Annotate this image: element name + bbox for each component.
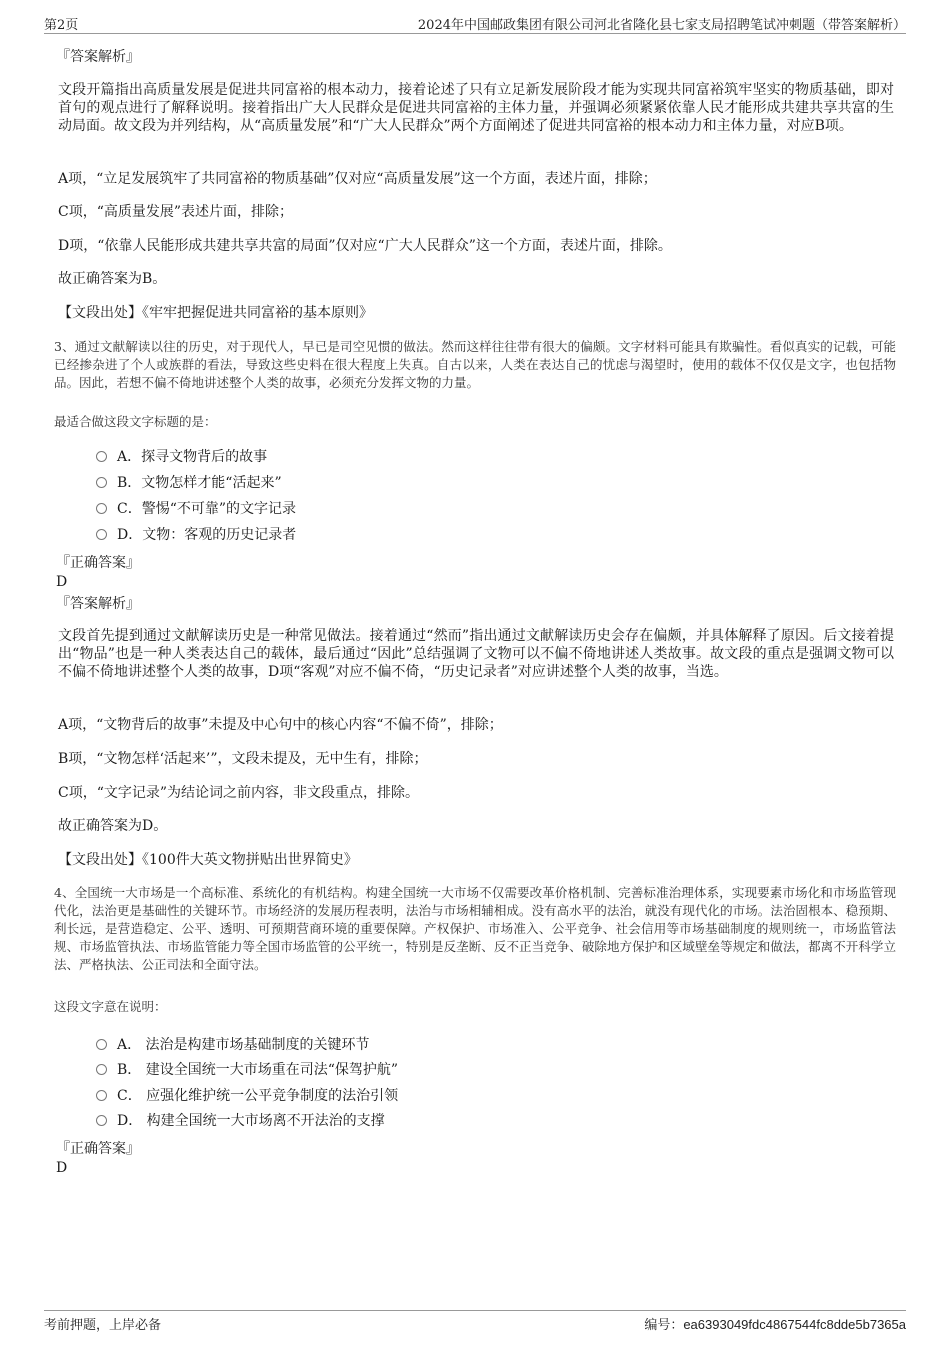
option-label: A． 法治是构建市场基础制度的关键环节: [117, 1037, 370, 1053]
option-label: B． 建设全国统一大市场重在司法“保驾护航”: [117, 1062, 399, 1078]
radio-icon[interactable]: [96, 1090, 107, 1101]
q4-option-c[interactable]: [96, 1087, 398, 1105]
option-label: D． 构建全国统一大市场离不开法治的支撑: [117, 1113, 385, 1129]
q3-option-c[interactable]: [96, 500, 296, 518]
option-label: A．探寻文物背后的故事: [117, 449, 268, 465]
q4-option-d[interactable]: [96, 1112, 385, 1130]
document-title: 2024年中国邮政集团有限公司河北省隆化县七家支局招聘笔试冲刺题（带答案解析）: [417, 18, 906, 33]
radio-icon[interactable]: [96, 1039, 107, 1050]
q3-option-d[interactable]: [96, 526, 296, 544]
source-line: [58, 851, 358, 869]
correct-answer-value: D: [56, 1160, 68, 1176]
conclusion: 故正确答案为B。: [58, 271, 167, 287]
source-label: 【文段出处】: [58, 852, 142, 868]
radio-icon[interactable]: [96, 1064, 107, 1075]
question-3-prompt: 最适合做这段文字标题的是：: [54, 414, 217, 429]
option-label: B．文物怎样才能“活起来”: [117, 475, 282, 491]
question-4-prompt: 这段文字意在说明：: [54, 999, 167, 1014]
question-4-stem: 4、全国统一大市场是一个高标准、系统化的有机结构。构建全国统一大市场不仅需要改革价格机制、完善标准治理体系，实现要素市场化和市场监管现代化，法治更是基础性的关键环节。市场经济的发展历程表明，法治与市场相辅相成。没有高水平的法治，就没有现代化的市场。法治固根本、稳预期、利长远，是营造稳定、公平、透明、可预期营商环境的重要保障。产权保护、市场准入、公平竞争、社会信用等市场基础制度的规则统一，市场监管法规、市场监管执法、市场监管能力等全国市场监管的公平统一，特别是反垄断、反不正当竞争、破除地方保护和区域壁垒等规定和做法，都离不开科学立法、严格执法、公正司法和全面守法。: [54, 885, 896, 972]
option-a-note: A项，“文物背后的故事”未提及中心句中的核心内容“不偏不倚”，排除；: [58, 717, 503, 733]
q4-option-a[interactable]: [96, 1036, 370, 1054]
radio-icon[interactable]: [96, 503, 107, 514]
footer-slogan: 考前押题，上岸必备: [44, 1318, 162, 1333]
analysis-paragraph: 文段开篇指出高质量发展是促进共同富裕的根本动力，接着论述了只有立足新发展阶段才能为实现共同富裕筑牢坚实的物质基础，即对首句的观点进行了解释说明。接着指出广大人民群众是促进共同富裕的主体力量，并强调必须紧紧依靠人民才能形成共建共享共富的生动局面。故文段为并列结构，从“高质量发展”和“广大人民群众”两个方面阐述了促进共同富裕的根本动力和主体力量，对应B项。: [58, 82, 894, 134]
correct-answer-value: D: [56, 574, 68, 590]
radio-icon[interactable]: [96, 1115, 107, 1126]
option-c-note: C项，“高质量发展”表述片面，排除；: [58, 204, 294, 220]
correct-answer-label: 『正确答案』: [56, 555, 140, 571]
radio-icon[interactable]: [96, 451, 107, 462]
option-d-note: D项，“依靠人民能形成共建共享共富的局面”仅对应“广大人民群众”这一个方面，表述片面，排除。: [58, 238, 672, 254]
option-b-note: B项，“文物怎样‘活起来’”，文段未提及，无中生有，排除；: [58, 751, 428, 767]
document-code: [644, 1314, 906, 1333]
footer-divider: [44, 1310, 906, 1311]
source-label: 【文段出处】: [58, 305, 142, 321]
question-3-stem: 3、通过文献解读以往的历史，对于现代人，早已是司空见惯的做法。然而这样往往带有很大的偏颇。文字材料可能具有欺骗性。看似真实的记载，可能已经掺杂进了个人或族群的看法，导致这些史料在很大程度上失真。自古以来，人类在表达自己的忧虑与渴望时，使用的载体不仅仅是文字，也包括物品。因此，若想不偏不倚地讲述整个人类的故事，必须充分发挥文物的力量。: [54, 339, 896, 390]
option-label: D．文物：客观的历史记录者: [117, 527, 297, 543]
option-a-note: A项，“立足发展筑牢了共同富裕的物质基础”仅对应“高质量发展”这一个方面，表述片面，排除；: [58, 171, 657, 187]
code-value: ea6393049fdc4867544fc8dde5b7365a: [683, 1317, 906, 1332]
conclusion: 故正确答案为D。: [58, 818, 168, 834]
option-c-note: C项，“文字记录”为结论词之前内容，非文段重点，排除。: [58, 785, 420, 801]
option-label: C． 应强化维护统一公平竞争制度的法治引领: [117, 1088, 399, 1104]
radio-icon[interactable]: [96, 477, 107, 488]
q4-option-b[interactable]: [96, 1061, 398, 1079]
analysis-label: 『答案解析』: [56, 49, 140, 65]
source-title: 《100件大英文物拼贴出世界简史》: [142, 852, 358, 868]
code-label: 编号：: [644, 1318, 684, 1333]
source-line: [58, 304, 373, 322]
correct-answer-label: 『正确答案』: [56, 1141, 140, 1157]
header-divider: [44, 33, 906, 34]
q3-option-a[interactable]: [96, 448, 267, 466]
page-number: 第2页: [44, 18, 79, 33]
source-title: 《牢牢把握促进共同富裕的基本原则》: [142, 305, 373, 321]
analysis-paragraph: 文段首先提到通过文献解读历史是一种常见做法。接着通过“然而”指出通过文献解读历史会存在偏颇，并具体解释了原因。后文接着提出“物品”也是一种人类表达自己的载体，最后通过“因此”总结强调了文物可以不偏不倚地讲述人类故事。故文段的重点是强调文物可以不偏不倚地讲述整个人类的故事，D项“客观”对应不偏不倚，“历史记录者”对应讲述整个人类的故事，当选。: [58, 628, 894, 680]
radio-icon[interactable]: [96, 529, 107, 540]
q3-option-b[interactable]: [96, 474, 282, 492]
analysis-label: 『答案解析』: [56, 596, 140, 612]
option-label: C．警惕“不可靠”的文字记录: [117, 501, 297, 517]
